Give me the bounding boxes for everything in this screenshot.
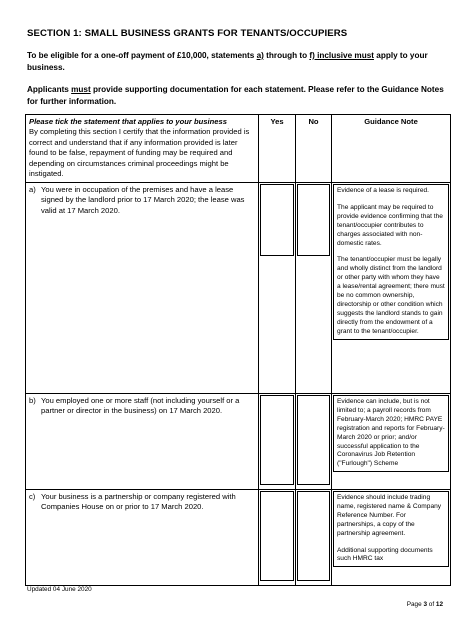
guidance-c-para-1: Evidence should include trading name, registered name & Company Reference Number. For partnerships, a copy of the partnership agreement. [337, 494, 442, 537]
guidance-a-para-3: The tenant/occupier must be legally and wholly distinct from the landlord or other party with whom they have a lease/rental agreement; there must be no common ownership, directorship or other condition which suggests the landlord stands to gain directly from the endowment of a grant to the tenant/occupier. [337, 256, 445, 335]
updated-date: Updated 04 June 2020 [27, 586, 92, 593]
intro-ref-a: a) [256, 51, 264, 60]
guidance-note-b [333, 395, 449, 472]
guidance-b-para-1: Evidence can include, but is not limited to; a payroll records from February-March 2020; HMRC PAYE registration and reports for February-March 2020 or prior; and/or successful application to the Coronavirus Job Retention ("Furlough") Scheme [337, 398, 445, 468]
statement-label-a: a) [29, 185, 36, 194]
header-statement-cell [26, 115, 259, 183]
statement-text-c: Your business is a partnership or company registered with Companies House on or prior to 17 March 2020. [41, 492, 236, 512]
header-yes: Yes [259, 115, 296, 183]
yes-checkbox-c[interactable] [260, 491, 294, 581]
table-row-a [26, 183, 451, 394]
page-number [407, 601, 443, 608]
yes-checkbox-a[interactable] [260, 184, 294, 256]
page-current: 3 [423, 601, 427, 608]
intro-text-3: apply to your business. [27, 51, 428, 72]
statement-label-b: b) [29, 396, 36, 405]
page-total: 12 [435, 601, 443, 608]
table-row-b [26, 394, 451, 490]
intro-text-2: through to [263, 51, 310, 60]
yes-cell-c [259, 490, 296, 586]
header-declaration: By completing this section I certify that the information provided is correct and understand that if any information provided is later found to be false, repayment of funding may be required and depending on circumstances criminal proceedings might be instigated. [29, 127, 250, 179]
table-row-c [26, 490, 451, 586]
eligibility-intro [27, 50, 452, 74]
statement-label-c: c) [29, 492, 36, 501]
yes-cell-a [259, 183, 296, 394]
no-checkbox-b[interactable] [297, 395, 330, 485]
header-question: Please tick the statement that applies to your business [29, 117, 227, 126]
guidance-a-para-1: Evidence of a lease is required. [337, 187, 430, 194]
no-checkbox-c[interactable] [297, 491, 330, 581]
statement-text-a: You were in occupation of the premises and have a lease signed by the landlord prior to 17 March 2020; the lease was valid at 17 March 2020. [41, 185, 245, 215]
yes-checkbox-b[interactable] [260, 395, 294, 485]
no-cell-a [296, 183, 332, 394]
header-guidance: Guidance Note [332, 115, 451, 183]
guidance-cell-c [332, 490, 451, 586]
page-prefix: Page [406, 601, 424, 608]
section-title: SECTION 1: SMALL BUSINESS GRANTS FOR TENANTS/OCCUPIERS [27, 28, 348, 39]
documentation-intro [27, 84, 452, 108]
statement-text-b: You employed one or more staff (not including yourself or a partner or director in the business) on 17 March 2020. [41, 396, 240, 416]
guidance-cell-b [332, 394, 451, 490]
eligibility-table [25, 114, 451, 586]
statement-cell-c [26, 490, 259, 586]
guidance-note-a [333, 184, 449, 340]
page-of: of [427, 601, 436, 608]
table-header-row [26, 115, 451, 183]
statement-cell-b [26, 394, 259, 490]
yes-cell-b [259, 394, 296, 490]
guidance-note-c [333, 491, 449, 567]
intro2-text-2: provide supporting documentation for each statement. Please refer to the Guidance Notes for further information. [27, 85, 444, 106]
statement-cell-a [26, 183, 259, 394]
no-cell-b [296, 394, 332, 490]
intro-ref-f: f) inclusive must [309, 51, 374, 60]
header-no: No [296, 115, 332, 183]
guidance-a-para-2: The applicant may be required to provide evidence confirming that the tenant/occupier contributes to charges associated with non-domestic rates. [337, 203, 443, 247]
no-cell-c [296, 490, 332, 586]
guidance-c-para-2: Additional supporting documents such HMRC tax [337, 546, 433, 563]
intro-text-1: To be eligible for a one-off payment of £10,000, statements [27, 51, 257, 60]
guidance-cell-a [332, 183, 451, 394]
no-checkbox-a[interactable] [297, 184, 330, 256]
intro2-text-1: Applicants [27, 85, 72, 94]
intro2-must: must [71, 85, 91, 94]
